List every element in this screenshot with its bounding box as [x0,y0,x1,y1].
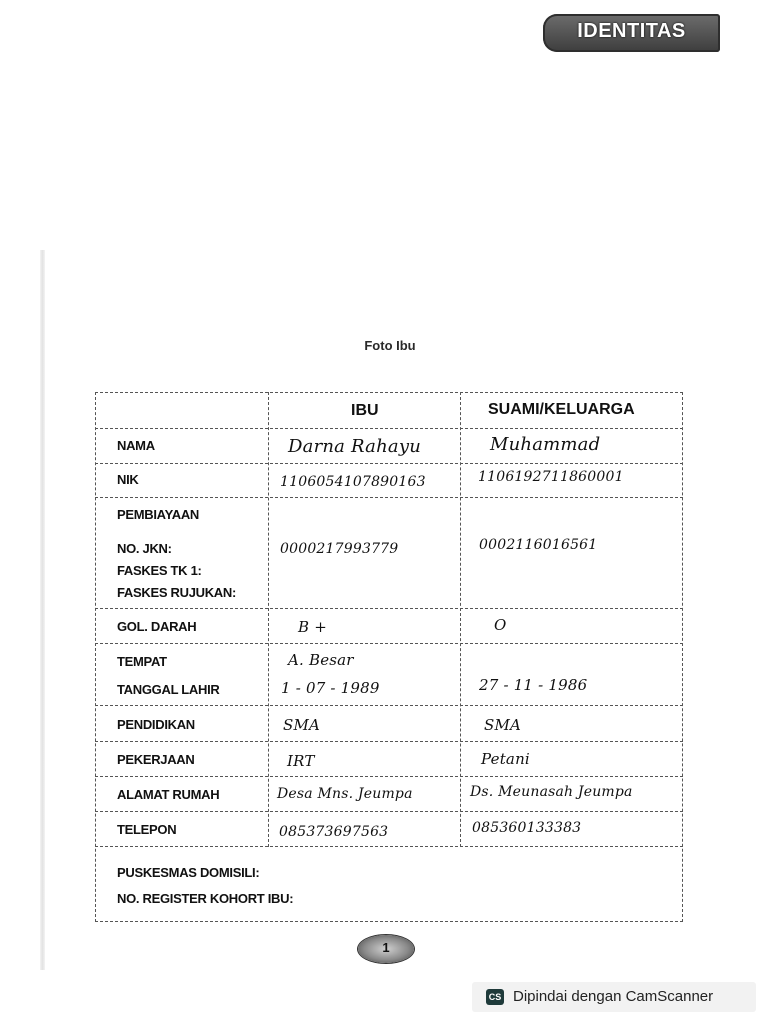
label-tanggal-lahir: TANGGAL LAHIR [117,682,220,697]
page-edge-shadow [40,250,45,970]
label-nik: NIK [117,472,139,487]
ibu-telepon-value: 085373697563 [279,824,389,840]
table-divider [95,608,683,609]
label-puskesmas-domisili: PUSKESMAS DOMISILI: [117,865,260,880]
label-no-register-kohort: NO. REGISTER KOHORT IBU: [117,891,294,906]
camscanner-logo-icon: CS [486,989,504,1005]
ibu-nik-value: 1106054107890163 [280,474,426,490]
label-alamat-rumah: ALAMAT RUMAH [117,787,220,802]
suami-no-jkn-value: 0002116016561 [479,537,598,553]
label-faskes-tk1: FASKES TK 1: [117,563,202,578]
table-divider [95,497,683,498]
ibu-tempat-value: A. Besar [288,651,354,669]
table-divider [95,811,683,812]
section-header-tab [543,14,720,52]
label-faskes-rujukan: FASKES RUJUKAN: [117,585,237,600]
table-divider [460,392,461,847]
label-pekerjaan: PEKERJAAN [117,752,195,767]
table-divider [95,463,683,464]
suami-telepon-value: 085360133383 [472,820,582,836]
label-tempat: TEMPAT [117,654,167,669]
label-nama: NAMA [117,438,155,453]
suami-tanggal-lahir-value: 27 - 11 - 1986 [479,676,588,694]
column-header-ibu: IBU [351,402,379,419]
table-divider [95,741,683,742]
ibu-no-jkn-value: 0000217993779 [280,541,399,557]
suami-nik-value: 1106192711860001 [478,469,624,485]
column-header-suami: SUAMI/KELUARGA [488,401,635,418]
ibu-pendidikan-value: SMA [283,716,321,734]
suami-pendidikan-value: SMA [484,716,522,734]
label-telepon: TELEPON [117,822,177,837]
suami-alamat-value: Ds. Meunasah Jeumpa [470,784,633,800]
page-number-badge [358,935,414,963]
table-divider [95,846,683,847]
label-no-jkn: NO. JKN: [117,541,172,556]
ibu-gol-darah-value: B + [298,618,327,636]
ibu-pekerjaan-value: IRT [287,752,315,770]
label-pembiayaan: PEMBIAYAAN [117,507,200,522]
table-divider [268,392,269,847]
camscanner-watermark [472,982,756,1012]
label-pendidikan: PENDIDIKAN [117,717,195,732]
suami-nama-value: Muhammad [490,434,601,455]
ibu-nama-value: Darna Rahayu [288,436,421,457]
page-number: 1 [382,940,390,955]
table-divider [95,428,683,429]
ibu-alamat-value: Desa Mns. Jeumpa [277,786,413,802]
suami-pekerjaan-value: Petani [481,750,530,768]
photo-caption: Foto Ibu [364,338,416,353]
suami-gol-darah-value: O [494,616,507,634]
table-divider [95,705,683,706]
ibu-tanggal-lahir-value: 1 - 07 - 1989 [281,679,380,697]
label-gol-darah: GOL. DARAH [117,619,197,634]
table-divider [95,643,683,644]
table-divider [95,776,683,777]
section-title: IDENTITAS [577,20,686,42]
camscanner-text: Dipindai dengan CamScanner [513,988,714,1005]
